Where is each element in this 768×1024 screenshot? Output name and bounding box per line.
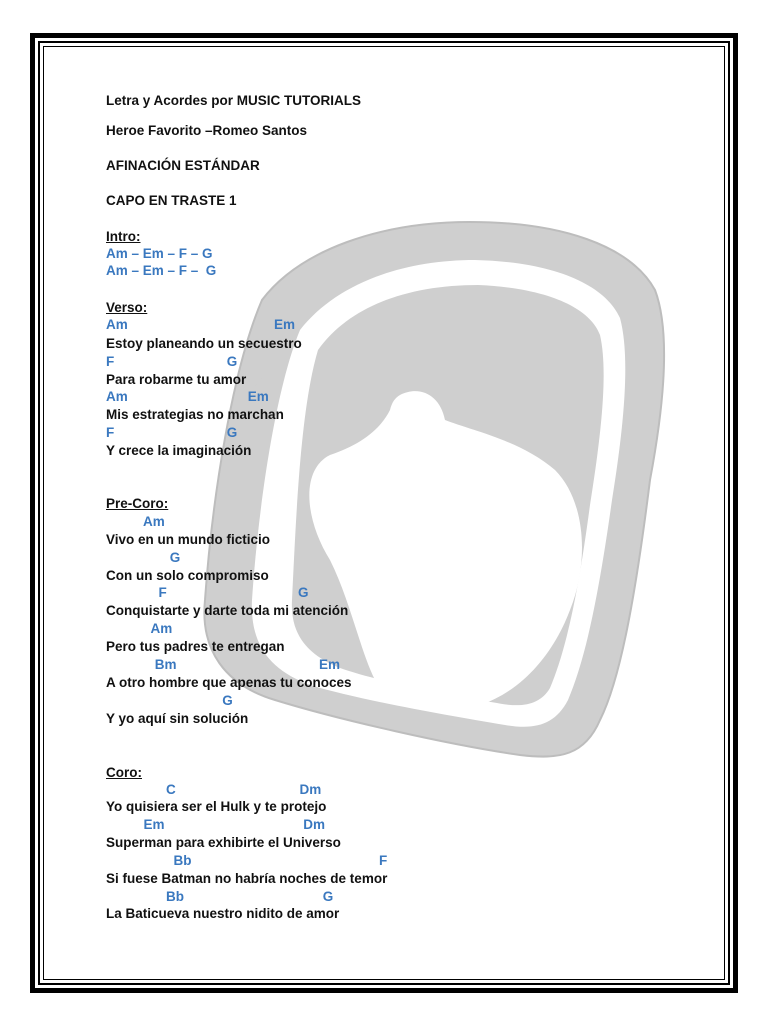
verso-heading: Verso: <box>106 300 148 315</box>
chord-line: Em Dm <box>106 817 326 832</box>
lyric-line: Vivo en un mundo ficticio <box>106 532 271 547</box>
intro-chords-2: Am – Em – F – G <box>106 263 217 278</box>
lyric-line: Con un solo compromiso <box>106 568 269 583</box>
tuning-line: AFINACIÓN ESTÁNDAR <box>106 158 260 173</box>
lyric-line: Y crece la imaginación <box>106 443 252 458</box>
intro-chords-1: Am – Em – F – G <box>106 246 213 261</box>
intro-heading: Intro: <box>106 229 141 244</box>
chord-line: Bb F <box>106 853 388 868</box>
chord-line: Bb G <box>106 889 334 904</box>
chord-line: C Dm <box>106 782 322 797</box>
precoro-heading: Pre-Coro: <box>106 496 169 511</box>
chord-line: F G <box>106 354 238 369</box>
lyric-line: A otro hombre que apenas tu conoces <box>106 675 352 690</box>
lyric-line: Yo quisiera ser el Hulk y te protejo <box>106 799 327 814</box>
chord-line: F G <box>106 425 238 440</box>
song-title: Heroe Favorito –Romeo Santos <box>106 123 308 138</box>
chord-line: F G <box>106 585 309 600</box>
chord-line: Am <box>106 621 173 636</box>
chord-line: G <box>106 550 181 565</box>
lyric-line: Pero tus padres te entregan <box>106 639 285 654</box>
chord-line: Bm Em <box>106 657 341 672</box>
credit-line: Letra y Acordes por MUSIC TUTORIALS <box>106 93 362 108</box>
chord-line: Am Em <box>106 317 296 332</box>
lyric-line: Superman para exhibirte el Universo <box>106 835 341 850</box>
lyric-line: Si fuese Batman no habría noches de temor <box>106 871 388 886</box>
chord-line: Am Em <box>106 389 269 404</box>
lyric-line: Conquistarte y darte toda mi atención <box>106 603 349 618</box>
lyric-line: La Baticueva nuestro nidito de amor <box>106 906 340 921</box>
lyric-line: Para robarme tu amor <box>106 372 247 387</box>
lyric-line: Mis estrategias no marchan <box>106 407 284 422</box>
lyric-line: Y yo aquí sin solución <box>106 711 249 726</box>
chord-line: Am <box>106 514 165 529</box>
coro-heading: Coro: <box>106 765 142 780</box>
capo-line: CAPO EN TRASTE 1 <box>106 193 237 208</box>
lyric-line: Estoy planeando un secuestro <box>106 336 302 351</box>
chord-line: G <box>106 693 233 708</box>
